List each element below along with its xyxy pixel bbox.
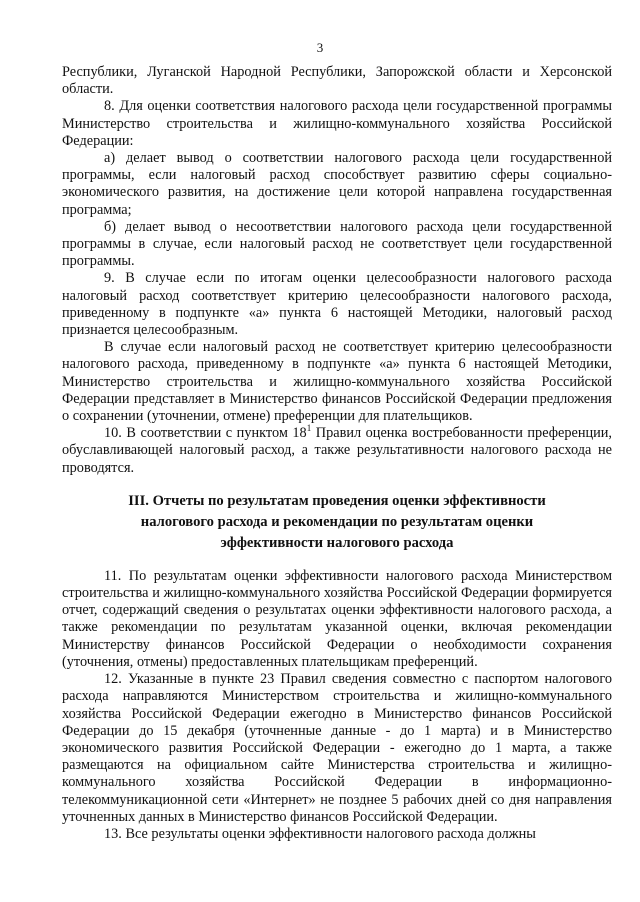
paragraph-9: 9. В случае если по итогам оценки целесообразности налогового расхода налоговый расход соответствует критерию целесообразности налогового расхода, приведенному в подпункте «а» пункта 6 настоящей Методики, налоговый расход признается целесообразным. — [62, 270, 612, 339]
document-body — [62, 64, 612, 843]
paragraph-12: 12. Указанные в пункте 23 Правил сведения совместно с паспортом налогового расхода направляются Министерством строительства и жилищно-коммунального хозяйства Российской Федерации ежегодно в Министерство финансов Российской Федерации до 15 декабря (уточненные данные - до 1 марта) и в Министерство экономического развития Российской Федерации - ежегодно до 1 марта, а также размещаются на официальном сайте Министерства строительства и жилищно-коммунального хозяйства Российской Федерации в информационно-телекоммуникационной сети «Интернет» не позднее 5 рабочих дней со дня направления уточненных данных в Министерство финансов Российской Федерации. — [62, 671, 612, 825]
paragraph-10 — [62, 425, 612, 477]
paragraph-8a: а) делает вывод о соответствии налогового расхода цели государственной программы, если налоговый расход способствует развитию сферы социально-экономического развития, на достижение цели которой направлена государственная программа; — [62, 150, 612, 218]
section-heading-line-1: III. Отчеты по результатам проведения оценки эффективности — [128, 492, 546, 509]
section-heading-line-3: эффективности налогового расхода — [220, 534, 454, 551]
paragraph-13: 13. Все результаты оценки эффективности налогового расхода должны — [104, 825, 536, 842]
paragraph-8b: б) делает вывод о несоответствии налогового расхода цели государственной программы в случае, если налоговый расход не соответствует цели государственной программы. — [62, 218, 612, 270]
paragraph-10-text-end: Правил оценка востребованности преференции, обуславливающей налоговый расход, а также результативности налогового расхода не проводятся. — [62, 425, 612, 476]
paragraph-8: 8. Для оценки соответствия налогового расхода цели государственной программы Министерство строительства и жилищно-коммунального хозяйства Российской Федерации: — [62, 98, 612, 149]
section-heading — [62, 491, 612, 554]
paragraph-11: 11. По результатам оценки эффективности налогового расхода Министерством строительства и жилищно-коммунального хозяйства Российской Федерации формируется отчет, содержащий сведения о результатах оценки эффективности налогового расхода, а также рекомендации по результатам указанной оценки, включая рекомендации Министерству финансов Российской Федерации о необходимости сохранения (уточнения, отмены) предоставленных плательщикам преференций. — [62, 567, 612, 670]
section-heading-line-2: налогового расхода и рекомендации по результатам оценки — [140, 513, 534, 530]
paragraph-10-text-start: 10. В соответствии с пунктом 18 — [104, 425, 307, 442]
paragraph-continuation: Республики, Луганской Народной Республики, Запорожской области и Херсонской области. — [62, 64, 612, 98]
page-number: 3 — [316, 40, 324, 55]
footnote-superscript: 1 — [306, 423, 312, 434]
paragraph-9-second: В случае если налоговый расход не соответствует критерию целесообразности налогового расхода, приведенному в подпункте «а» пункта 6 настоящей Методики, Министерство строительства и жилищно-коммунального хозяйства Российской Федерации представляет в Министерство финансов Российской Федерации предложения о сохранении (уточнении, отмене) преференции для плательщиков. — [62, 339, 612, 425]
